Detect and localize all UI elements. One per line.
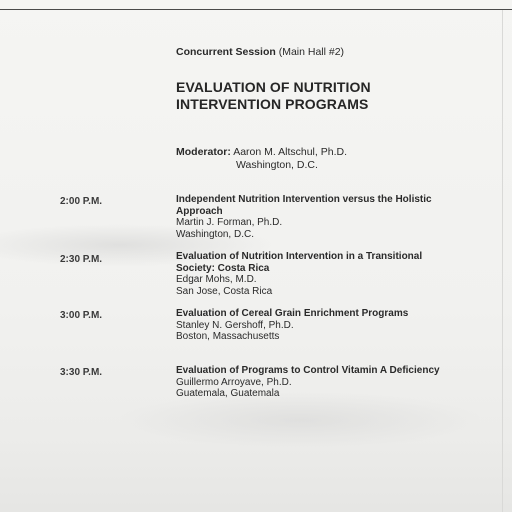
agenda-title: Evaluation of Cereal Grain Enrichment Programs — [176, 308, 409, 319]
moderator-location: Washington, D.C. — [236, 158, 318, 171]
agenda-speaker: Guillermo Arroyave, Ph.D. — [176, 376, 292, 388]
page-title — [176, 79, 371, 113]
agenda-time: 3:00 P.M. — [60, 310, 103, 321]
agenda-location: Boston, Massachusetts — [176, 331, 280, 342]
moderator-block — [176, 146, 347, 171]
agenda-title: Independent Nutrition Intervention versus the Holistic Approach — [176, 194, 432, 217]
agenda-item — [176, 308, 456, 343]
title-line-2: INTERVENTION PROGRAMS — [176, 96, 369, 112]
moderator-label: Moderator: — [176, 146, 231, 158]
moderator-name: Aaron M. Altschul, Ph.D. — [233, 146, 347, 158]
agenda-location: Guatemala, Guatemala — [176, 388, 280, 399]
agenda-item — [176, 194, 456, 240]
agenda-time: 3:30 P.M. — [60, 367, 103, 378]
title-line-1: EVALUATION OF NUTRITION — [176, 79, 371, 95]
agenda-speaker: Martin J. Forman, Ph.D. — [176, 217, 283, 228]
session-location: (Main Hall #2) — [278, 46, 345, 58]
agenda-title: Evaluation of Programs to Control Vitamin A Deficiency — [176, 365, 440, 376]
session-label: Concurrent Session — [176, 46, 276, 58]
agenda-item — [176, 365, 456, 400]
top-rule — [0, 9, 512, 10]
right-edge-line — [502, 10, 503, 512]
agenda-time: 2:30 P.M. — [60, 254, 103, 265]
agenda-time: 2:00 P.M. — [60, 196, 103, 207]
agenda-location: San Jose, Costa Rica — [176, 285, 273, 297]
agenda-item — [176, 251, 456, 297]
agenda-location: Washington, D.C. — [176, 228, 254, 240]
agenda-speaker: Stanley N. Gershoff, Ph.D. — [176, 319, 294, 331]
agenda-speaker: Edgar Mohs, M.D. — [176, 274, 257, 285]
session-heading — [176, 46, 344, 58]
agenda-title: Evaluation of Nutrition Intervention in a Transitional Society: Costa Rica — [176, 251, 423, 274]
